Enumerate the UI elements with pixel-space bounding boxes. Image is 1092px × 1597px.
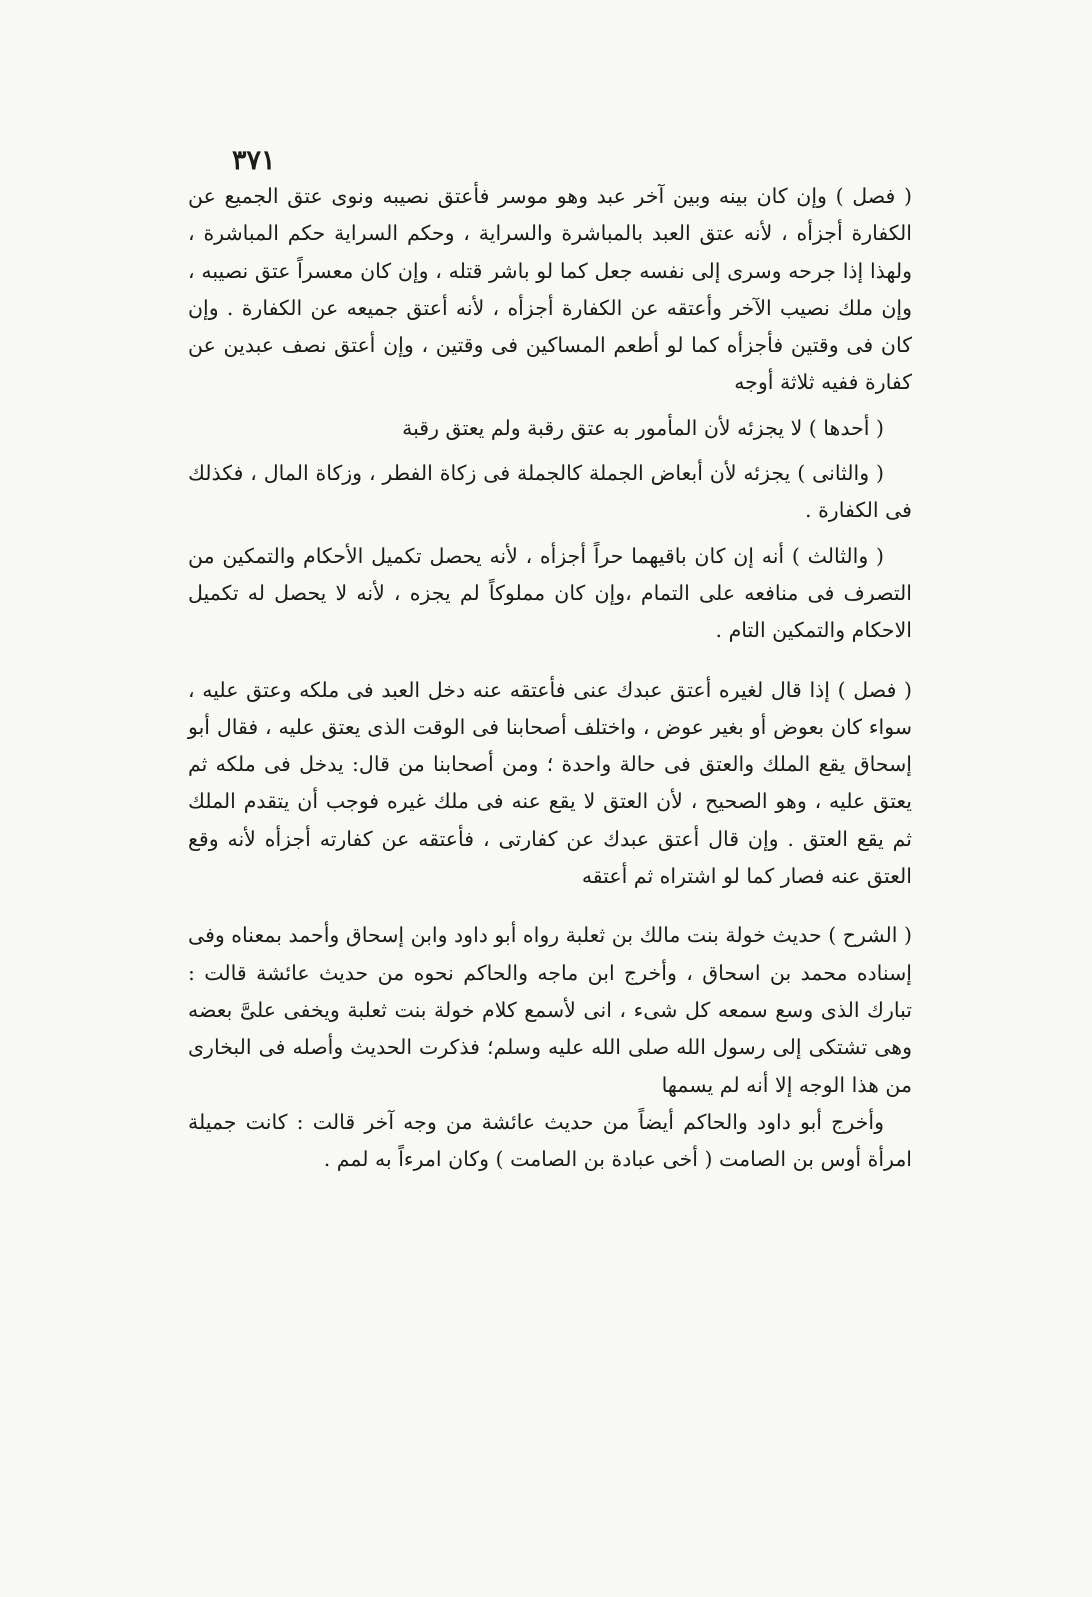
paragraph-sharh: ( الشرح ) حديث خولة بنت مالك بن ثعلبة رواه أبو داود وابن إسحاق وأحمد بمعناه وفى إسناده محمد بن اسحاق ، وأخرج ابن ماجه والحاكم نحوه من حديث عائشة قالت : تبارك الذى وسع سمعه كل شىء ، انى لأسمع كلام خولة بنت ثعلبة ويخفى علىَّ بعضه وهى تشتكى إلى رسول الله صلى الله عليه وسلم؛ فذكرت الحديث وأصله فى البخارى من هذا الوجه إلا أنه لم يسمها	[188, 923, 912, 1097]
page-body	[188, 178, 912, 1178]
paragraph-option-second: ( والثانى ) يجزئه لأن أبعاض الجملة كالجملة فى زكاة الفطر ، وزكاة المال ، فكذلك فى الكفارة .	[188, 461, 912, 523]
paragraph-option-first: ( أحدها ) لا يجزئه لأن المأمور به عتق رقبة ولم يعتق رقبة	[402, 415, 884, 440]
paragraph-hadith: وأخرج أبو داود والحاكم أيضاً من حديث عائشة من وجه آخر قالت : كانت جميلة امرأة أوس بن الصامت ( أخى عبادة بن الصامت ) وكان امرءاً به لمم .	[188, 1109, 912, 1172]
paragraph-fasl-itq: ( فصل ) إذا قال لغيره أعتق عبدك عنى فأعتقه عنه دخل العبد فى ملكه وعتق عليه ، سواء كان بعوض أو بغير عوض ، واختلف أصحابنا فى الوقت الذى يعتق عليه ، فقال أبو إسحاق يقع الملك والعتق فى حالة واحدة ؛ ومن أصحابنا من قال: يدخل فى ملكه ثم يعتق عليه ، وهو الصحيح ، لأن العتق لا يقع عنه فى ملك غيره فوجب أن يتقدم الملك ثم يقع العتق . وإن قال أعتق عبدك عن كفارتى ، فأعتقه عن كفارته أجزأه لأنه وقع العتق عنه فصار كما لو اشتراه ثم أعتقه	[188, 677, 912, 889]
paragraph-option-third: ( والثالث ) أنه إن كان باقيهما حراً أجزأه ، لأنه يحصل تكميل الأحكام والتمكين من التصرف فى منافعه على التمام ،وإن كان مملوكاً لم يجزه ، لأنه لا يحصل له تكميل الاحكام والتمكين التام .	[188, 543, 912, 643]
page-number: ٣٧١	[232, 145, 276, 176]
paragraph-fasl-kaffara: ( فصل ) وإن كان بينه وبين آخر عبد وهو موسر فأعتق نصيبه ونوى عتق الجميع عن الكفارة أجزأه ، لأنه عتق العبد بالمباشرة والسراية ، وحكم السراية حكم المباشرة ، ولهذا إذا جرحه وسرى إلى نفسه جعل كما لو باشر قتله ، وإن كان معسراً عتق نصيبه ، وإن ملك نصيب الآخر وأعتقه عن الكفارة أجزأه ، لأنه أعتق جميعه عن الكفارة . وإن كان فى وقتين فأجزأه كما لو أطعم المساكين فى وقتين ، وإن أعتق نصف عبدين عن كفارة ففيه ثلاثة أوجه	[188, 184, 912, 395]
